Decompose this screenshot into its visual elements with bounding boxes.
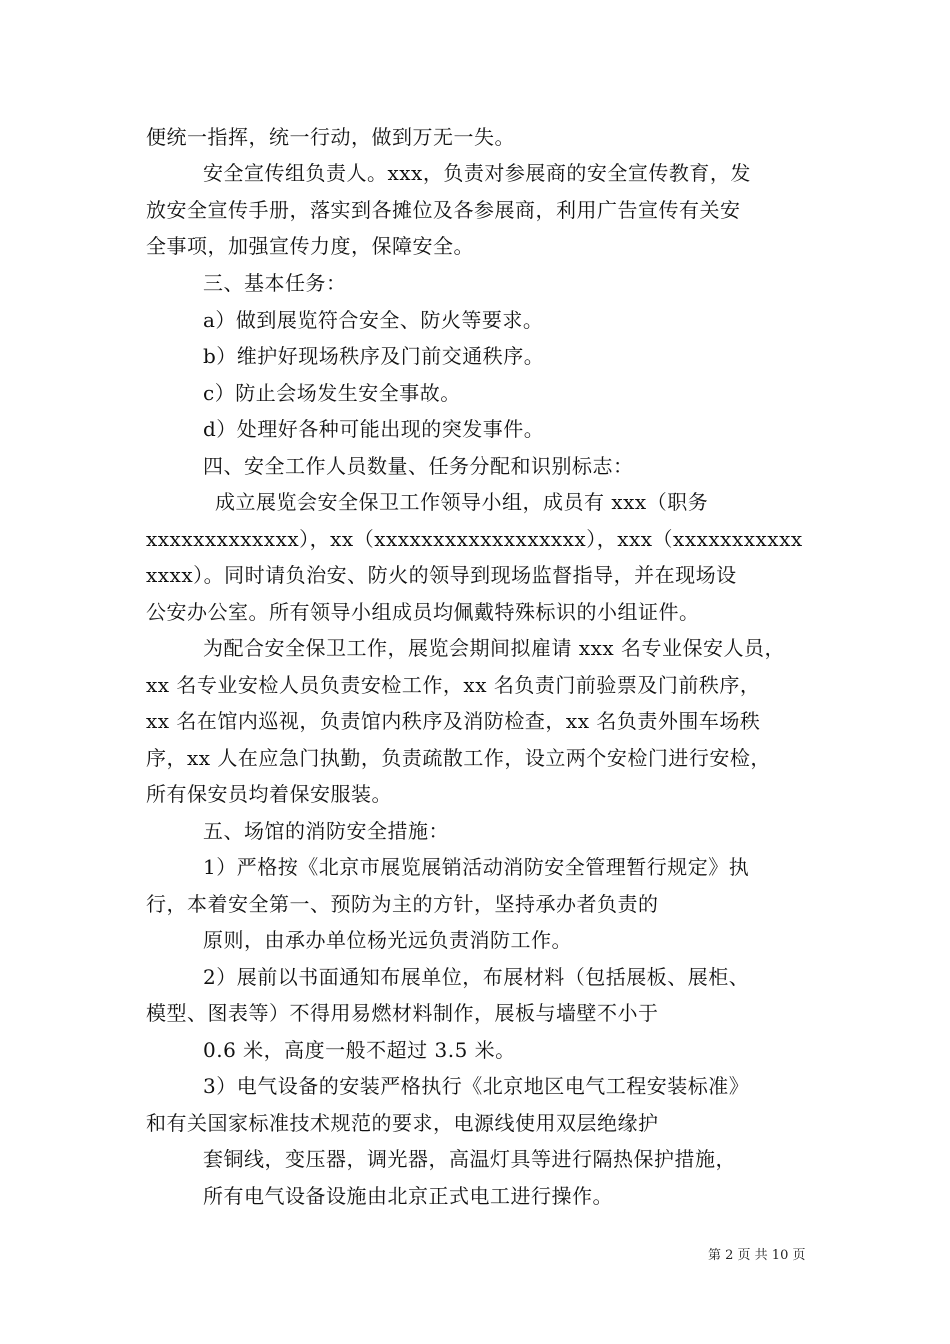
list-item: 3）电气设备的安装严格执行《北京地区电气工程安装标准》 xyxy=(203,1074,750,1098)
paragraph-line: 便统一指挥，统一行动，做到万无一失。 xyxy=(146,125,515,149)
page-number: 第 2 页 共 10 页 xyxy=(708,1248,806,1263)
paragraph-line: 安全宣传组负责人。xxx，负责对参展商的安全宣传教育，发 xyxy=(203,161,751,185)
paragraph-line: 0.6 米，高度一般不超过 3.5 米。 xyxy=(203,1038,516,1062)
list-item: d）处理好各种可能出现的突发事件。 xyxy=(203,417,545,441)
paragraph-line: xx 名在馆内巡视，负责馆内秩序及消防检查，xx 名负责外围车场秩 xyxy=(146,709,761,733)
paragraph-line: xx 名专业安检人员负责安检工作，xx 名负责门前验票及门前秩序， xyxy=(146,673,761,697)
paragraph-line: xxxxxxxxxxxxx），xx（xxxxxxxxxxxxxxxxxx），xxx（xxxxxxxxxxx xyxy=(146,527,803,551)
list-item: b）维护好现场秩序及门前交通秩序。 xyxy=(203,344,545,368)
section-heading: 四、安全工作人员数量、任务分配和识别标志： xyxy=(203,454,634,478)
list-item: a）做到展览符合安全、防火等要求。 xyxy=(203,308,544,332)
paragraph-line: 成立展览会安全保卫工作领导小组，成员有 xxx（职务 xyxy=(215,490,709,514)
list-item: 1）严格按《北京市展览展销活动消防安全管理暂行规定》执 xyxy=(203,855,750,879)
paragraph-line: 和有关国家标准技术规范的要求，电源线使用双层绝缘护 xyxy=(146,1111,659,1135)
paragraph-line: 所有电气设备设施由北京正式电工进行操作。 xyxy=(203,1184,613,1208)
list-item: c）防止会场发生安全事故。 xyxy=(203,381,461,405)
paragraph-line: 模型、图表等）不得用易燃材料制作，展板与墙壁不小于 xyxy=(146,1001,659,1025)
section-heading: 三、基本任务： xyxy=(203,271,347,295)
paragraph-line: 公安办公室。所有领导小组成员均佩戴特殊标识的小组证件。 xyxy=(146,600,700,624)
paragraph-line: 全事项，加强宣传力度，保障安全。 xyxy=(146,234,474,258)
paragraph-line: 套铜线，变压器，调光器，高温灯具等进行隔热保护措施， xyxy=(203,1147,736,1171)
paragraph-line: 序，xx 人在应急门执勤，负责疏散工作，设立两个安检门进行安检， xyxy=(146,746,771,770)
paragraph-line: 原则，由承办单位杨光远负责消防工作。 xyxy=(203,928,572,952)
list-item: 2）展前以书面通知布展单位，布展材料（包括展板、展柜、 xyxy=(203,965,750,989)
section-heading: 五、场馆的消防安全措施： xyxy=(203,819,449,843)
paragraph-line: xxxx）。同时请负治安、防火的领导到现场监督指导，并在现场设 xyxy=(146,563,737,587)
paragraph-line: 放安全宣传手册，落实到各摊位及各参展商，利用广告宣传有关安 xyxy=(146,198,741,222)
paragraph-line: 所有保安员均着保安服装。 xyxy=(146,782,392,806)
paragraph-line: 行，本着安全第一、预防为主的方针，坚持承办者负责的 xyxy=(146,892,659,916)
paragraph-line: 为配合安全保卫工作，展览会期间拟雇请 xxx 名专业保安人员， xyxy=(203,636,786,660)
